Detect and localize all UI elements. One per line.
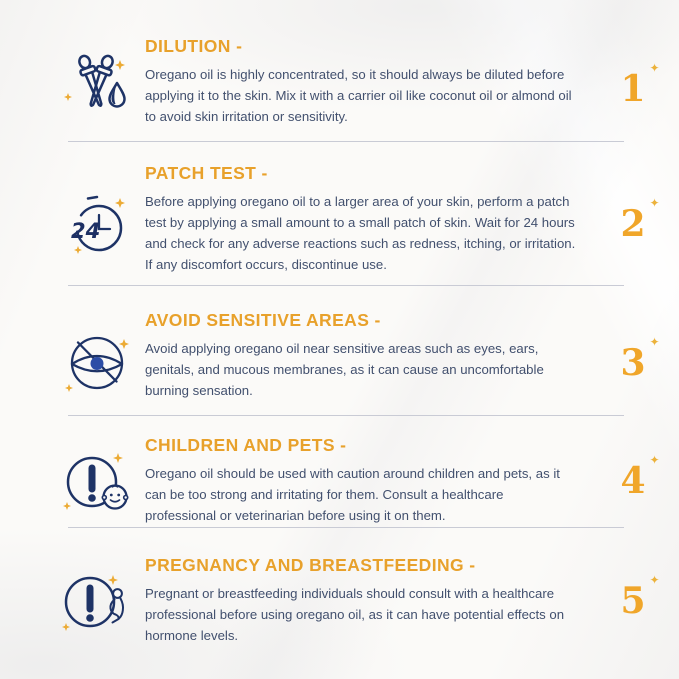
text-column	[145, 163, 587, 285]
step-number: 3 ✦	[620, 345, 645, 381]
step-number: 2 ✦	[620, 206, 645, 242]
icon-column	[0, 555, 145, 646]
text-column	[145, 36, 587, 141]
step-title: CHILDREN AND PETS -	[145, 435, 347, 455]
child-caution-icon	[56, 439, 140, 523]
step-number: 5 ✦	[620, 583, 645, 619]
exclamation-dot	[86, 614, 94, 622]
section-children-and-pets	[0, 416, 679, 527]
step-title: PREGNANCY AND BREASTFEEDING -	[145, 555, 476, 575]
clock-24-label: 24	[71, 219, 101, 243]
step-title: AVOID SENSITIVE AREAS -	[145, 310, 381, 330]
icon-column	[0, 36, 145, 141]
step-body: Before applying oregano oil to a larger area of your skin, perform a patch test by applying a small amount to a small patch of skin. Wait for 24 hours and check for any adverse reactions such as redness, itching, or irritation. If any discomfort occurs, discontinue use.	[145, 194, 576, 272]
exclamation-dot	[88, 494, 96, 502]
icon-column	[0, 435, 145, 527]
step-title: DILUTION -	[145, 36, 243, 56]
number-column	[587, 36, 679, 141]
step-body: Pregnant or breastfeeding individuals should consult with a healthcare professional before using oregano oil, as it can have potential effects on hormone levels.	[145, 586, 565, 643]
step-body: Avoid applying oregano oil near sensitive areas such as eyes, ears, genitals, and mucous membranes, as it can cause an uncomfortable burning sensation.	[145, 341, 544, 398]
section-patch-test	[0, 142, 679, 285]
dropper-icon	[56, 47, 140, 131]
section-dilution	[0, 30, 679, 141]
pupil	[91, 357, 104, 370]
section-avoid-sensitive-areas	[0, 286, 679, 415]
step-number: 4 ✦	[620, 463, 645, 499]
child-face	[102, 486, 127, 509]
step-body: Oregano oil should be used with caution around children and pets, as it can be too strong and irritating for them. Consult a healthcare professional or veterinarian before using it on them.	[145, 466, 560, 523]
text-column	[145, 310, 587, 415]
number-column	[587, 163, 679, 285]
pregnancy-caution-icon	[56, 559, 140, 643]
text-column	[145, 435, 587, 527]
icon-column	[0, 163, 145, 285]
pregnant-figure	[110, 589, 123, 622]
section-pregnancy-breastfeeding	[0, 528, 679, 646]
number-column	[587, 310, 679, 415]
step-body: Oregano oil is highly concentrated, so it should always be diluted before applying it to the skin. Mix it with a carrier oil like coconut oil or almond oil to avoid skin irritation or sensitivity.	[145, 67, 572, 124]
text-column	[145, 555, 587, 646]
number-column	[587, 555, 679, 646]
number-column	[587, 435, 679, 527]
step-title: PATCH TEST -	[145, 163, 268, 183]
crossed-eye-icon	[56, 321, 140, 405]
step-number: 1 ✦	[620, 71, 645, 107]
timer-24h-icon	[56, 182, 140, 266]
icon-column	[0, 310, 145, 415]
